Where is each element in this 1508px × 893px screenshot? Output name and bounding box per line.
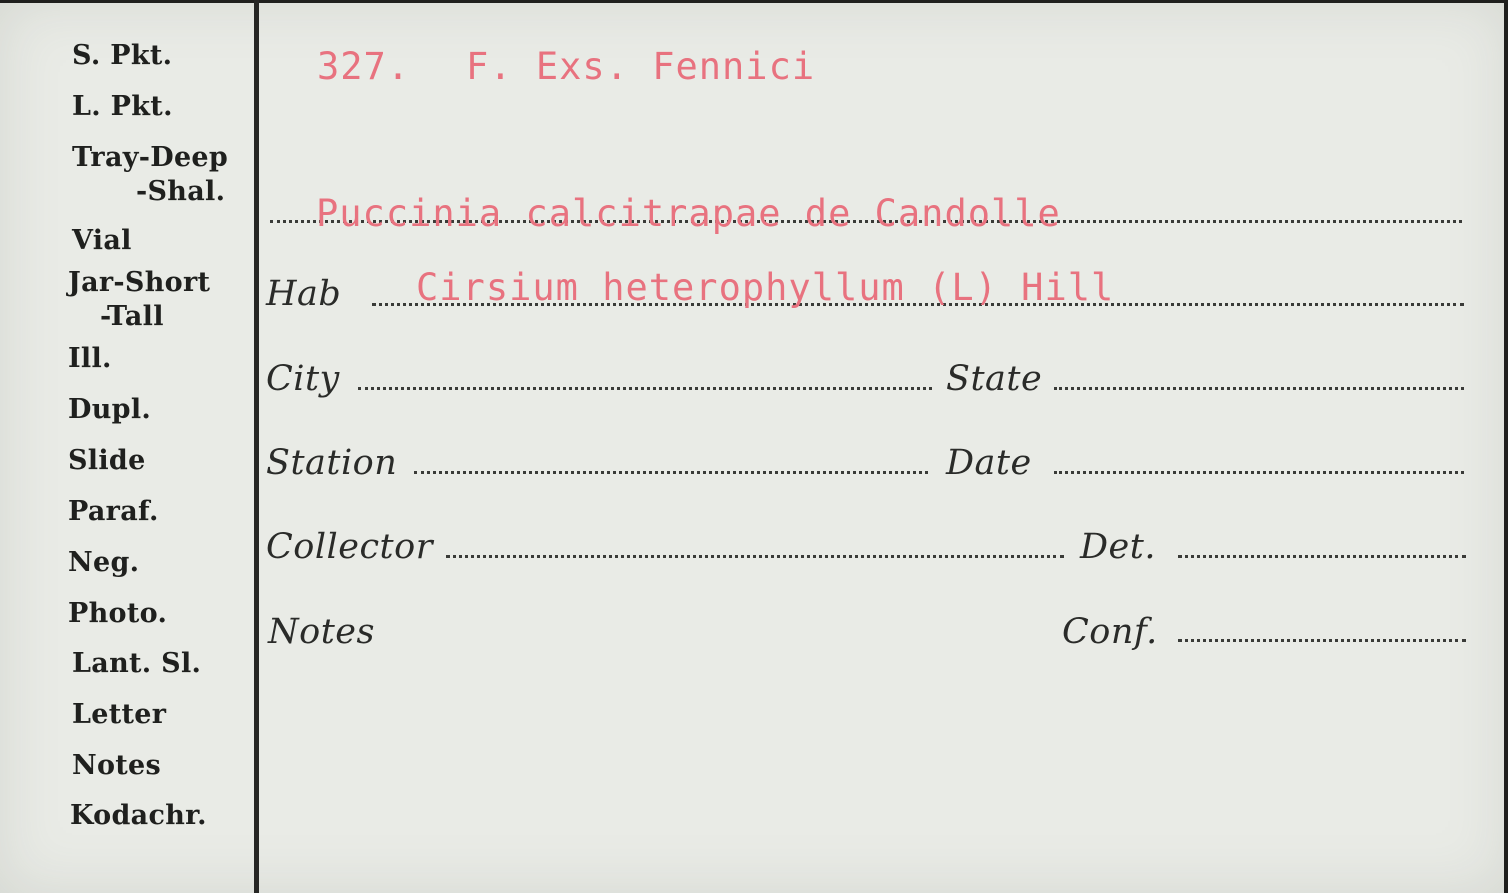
conf-dotted-line [1178,639,1466,642]
city-label: City [266,359,340,399]
sidebar-s-pkt: S. Pkt. [72,40,173,71]
sidebar-slide: Slide [68,445,146,476]
host-name: Cirsium heterophyllum (L) Hill [416,266,1115,309]
station-label: Station [266,443,398,483]
exsiccata-series: F. Exs. Fennici [466,45,816,88]
sidebar-neg: Neg. [68,547,140,578]
column-divider [254,0,259,893]
conf-label: Conf. [1062,612,1158,652]
hab-label: Hab [266,274,342,314]
city-dotted-line [358,387,932,390]
date-dotted-line [1054,471,1464,474]
det-dotted-line [1178,555,1466,558]
sidebar-vial: Vial [72,225,132,256]
state-label: State [946,359,1043,399]
collector-label: Collector [266,527,433,567]
sidebar-photo: Photo. [68,598,168,629]
species-name: Puccinia calcitrapae de Candolle [316,192,1061,235]
sidebar-tray-shal: -Shal. [136,176,226,207]
sidebar-letter: Letter [72,699,167,730]
det-label: Det. [1080,527,1156,567]
station-dotted-line [414,471,928,474]
collector-dotted-line [446,555,1064,558]
sidebar-ill: Ill. [68,343,112,374]
notes-label: Notes [268,612,375,652]
state-dotted-line [1054,387,1464,390]
sidebar-dupl: Dupl. [68,394,152,425]
date-label: Date [946,443,1032,483]
sidebar-tray-deep: Tray-Deep [72,142,229,173]
sidebar-lant-sl: Lant. Sl. [72,648,202,679]
sidebar-jar-short: Jar-Short [68,267,211,298]
sidebar-notes: Notes [72,750,162,781]
card-top-edge [0,0,1508,3]
sidebar-jar-tall: -Tall [100,301,164,332]
sidebar-kodachr: Kodachr. [70,800,207,831]
card-right-edge [1504,0,1508,893]
specimen-number: 327. [317,45,411,88]
sidebar-paraf: Paraf. [68,496,159,527]
sidebar-l-pkt: L. Pkt. [72,91,173,122]
